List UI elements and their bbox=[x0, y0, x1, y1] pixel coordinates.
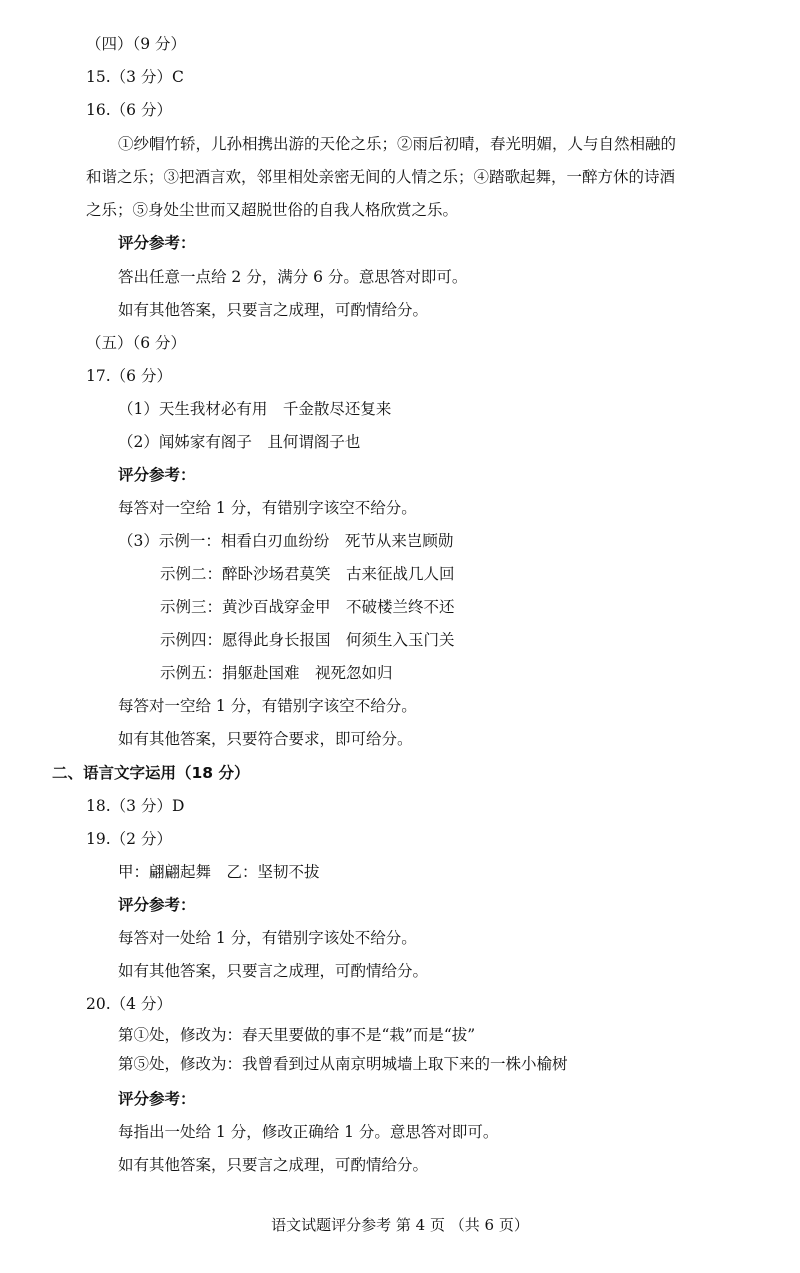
q19-heading: 19.（2 分） bbox=[86, 830, 172, 848]
scoring-reference-label: 评分参考： bbox=[118, 466, 196, 484]
q16-answer-line-3: 之乐；⑤身处尘世而又超脱世俗的自我人格欣赏之乐。 bbox=[86, 201, 459, 219]
section-5-heading: （五）（6 分） bbox=[86, 334, 187, 352]
q17-example-2: 示例二：醉卧沙场君莫笑 古来征战几人回 bbox=[160, 565, 455, 583]
q20-scoring-rule: 每指出一处给 1 分，修改正确给 1 分。意思答对即可。 bbox=[118, 1123, 499, 1141]
q17-example-3: 示例三：黄沙百战穿金甲 不破楼兰终不还 bbox=[160, 598, 455, 616]
q20-heading: 20.（4 分） bbox=[86, 995, 172, 1013]
q20-answer-1: 第①处，修改为：春天里要做的事不是“栽”而是“拔” bbox=[118, 1026, 476, 1044]
q16-other-answers: 如有其他答案，只要言之成理，可酌情给分。 bbox=[118, 301, 429, 319]
page-footer: 语文试题评分参考 第 4 页 （共 6 页） bbox=[271, 1216, 529, 1234]
q19-other-answers: 如有其他答案，只要言之成理，可酌情给分。 bbox=[118, 962, 429, 980]
q17-heading: 17.（6 分） bbox=[86, 367, 172, 385]
q16-answer-line-2: 和谐之乐；③把酒言欢，邻里相处亲密无间的人情之乐；④踏歌起舞，一醉方休的诗酒 bbox=[86, 168, 676, 186]
q17-example-4: 示例四：愿得此身长报国 何须生入玉门关 bbox=[160, 631, 455, 649]
q18-answer: 18.（3 分）D bbox=[86, 797, 185, 815]
part-2-heading: 二、语言文字运用（18 分） bbox=[52, 764, 250, 782]
q15-answer: 15.（3 分）C bbox=[86, 68, 184, 86]
section-4-heading: （四）（9 分） bbox=[86, 35, 187, 53]
q16-scoring-rule: 答出任意一点给 2 分，满分 6 分。意思答对即可。 bbox=[118, 268, 468, 286]
scoring-reference-label: 评分参考： bbox=[118, 1090, 196, 1108]
scoring-reference-label: 评分参考： bbox=[118, 234, 196, 252]
q16-heading: 16.（6 分） bbox=[86, 101, 172, 119]
q19-scoring-rule: 每答对一处给 1 分，有错别字该处不给分。 bbox=[118, 929, 417, 947]
q17-example-1: （3）示例一：相看白刃血纷纷 死节从来岂顾勋 bbox=[118, 532, 454, 550]
q19-answer: 甲：翩翩起舞 乙：坚韧不拔 bbox=[118, 863, 320, 881]
q17-example-5: 示例五：捐躯赴国难 视死忽如归 bbox=[160, 664, 393, 682]
q20-answer-2: 第⑤处，修改为：我曾看到过从南京明城墙上取下来的一株小榆树 bbox=[118, 1055, 568, 1073]
q17-other-answers: 如有其他答案，只要符合要求，即可给分。 bbox=[118, 730, 413, 748]
scoring-reference-label: 评分参考： bbox=[118, 896, 196, 914]
q16-answer-line-1: ①纱帽竹轿，儿孙相携出游的天伦之乐；②雨后初晴，春光明媚，人与自然相融的 bbox=[118, 135, 677, 153]
q17-answer-1: （1）天生我材必有用 千金散尽还复来 bbox=[118, 400, 392, 418]
q20-other-answers: 如有其他答案，只要言之成理，可酌情给分。 bbox=[118, 1156, 429, 1174]
q17-scoring-rule: 每答对一空给 1 分，有错别字该空不给分。 bbox=[118, 499, 417, 517]
q17-scoring-rule-2: 每答对一空给 1 分，有错别字该空不给分。 bbox=[118, 697, 417, 715]
q17-answer-2: （2）闻姊家有阁子 且何谓阁子也 bbox=[118, 433, 361, 451]
